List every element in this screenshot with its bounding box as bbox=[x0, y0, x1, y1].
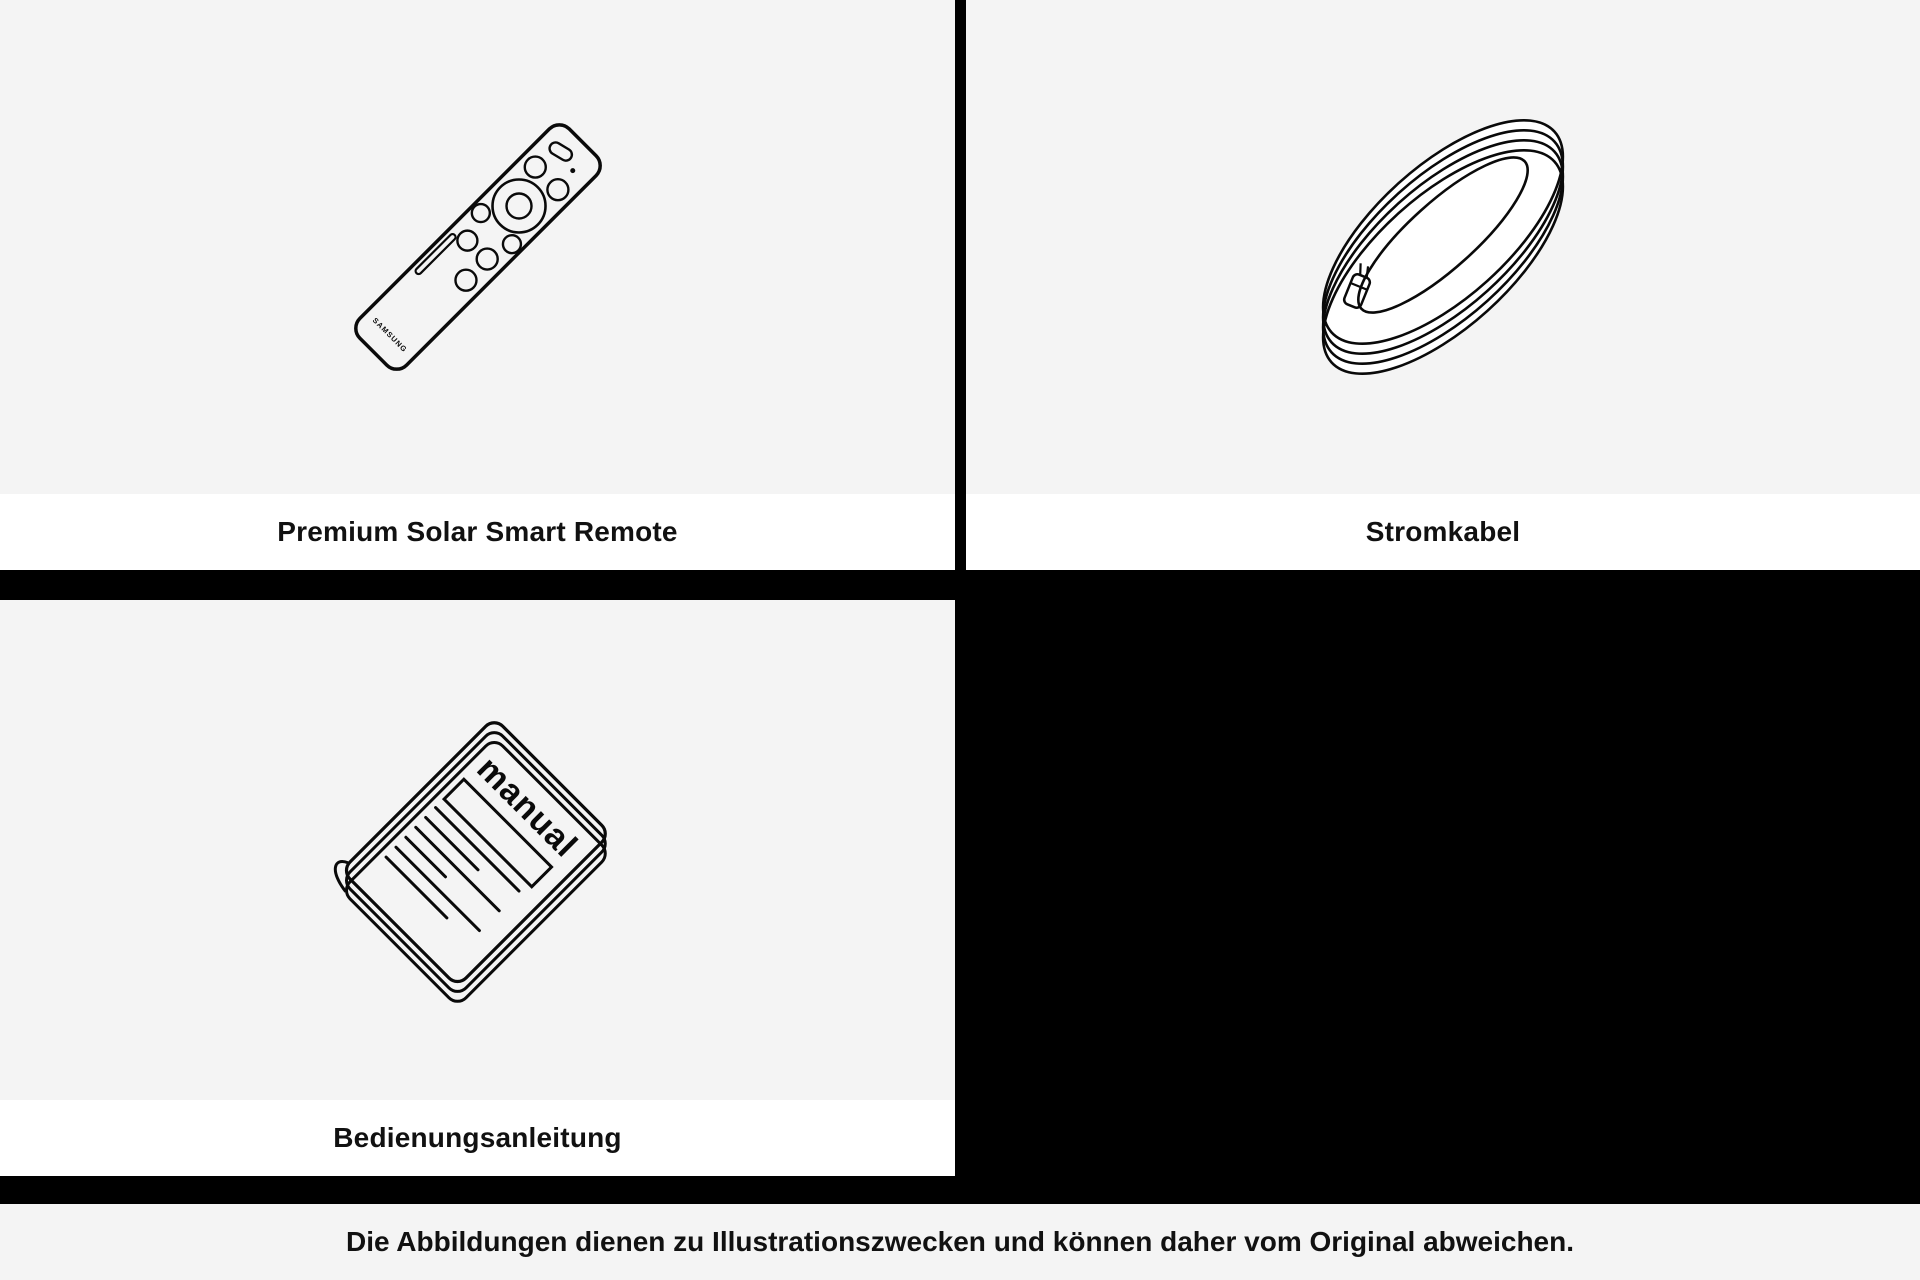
accessory-card-manual bbox=[0, 600, 955, 1176]
manual-illustration bbox=[308, 685, 648, 1015]
power-cable-illustration bbox=[1273, 92, 1613, 402]
remote-illustration bbox=[308, 77, 648, 417]
remote-caption-strip bbox=[0, 494, 955, 570]
accessory-card-power-cable bbox=[966, 0, 1920, 570]
numpad-button bbox=[520, 152, 550, 182]
channel-button bbox=[451, 265, 481, 295]
remote-body-group bbox=[350, 119, 606, 375]
manual-book-group bbox=[325, 712, 619, 1006]
color-button bbox=[543, 175, 573, 205]
disclaimer-text: Die Abbildungen dienen zu Illustrationszwecken und können daher vom Original abweichen. bbox=[345, 1226, 1575, 1257]
cable-figure-area bbox=[966, 0, 1920, 494]
select-button bbox=[501, 188, 536, 223]
manual-caption-strip bbox=[0, 1100, 955, 1176]
book-pages bbox=[341, 728, 610, 997]
volume-button bbox=[472, 244, 502, 274]
mic-dot bbox=[569, 167, 576, 174]
play-button bbox=[453, 226, 481, 254]
manual-cover-title: manual bbox=[469, 749, 585, 865]
cable-caption-strip bbox=[966, 494, 1920, 570]
side-rocker bbox=[414, 233, 456, 275]
remote-brand-text: SAMSUNG bbox=[370, 315, 409, 355]
cable-caption: Stromkabel bbox=[1365, 516, 1521, 547]
remote-figure-area bbox=[0, 0, 955, 494]
accessory-card-remote bbox=[0, 0, 955, 570]
cable-coil bbox=[1287, 92, 1598, 402]
dpad-ring bbox=[481, 169, 556, 244]
empty-black-tile bbox=[966, 600, 1920, 1204]
footer-disclaimer-bar bbox=[0, 1204, 1920, 1280]
remote-caption: Premium Solar Smart Remote bbox=[277, 516, 678, 547]
manual-figure-area bbox=[0, 600, 955, 1100]
power-button bbox=[547, 140, 574, 163]
manual-caption: Bedienungsanleitung bbox=[333, 1122, 622, 1153]
